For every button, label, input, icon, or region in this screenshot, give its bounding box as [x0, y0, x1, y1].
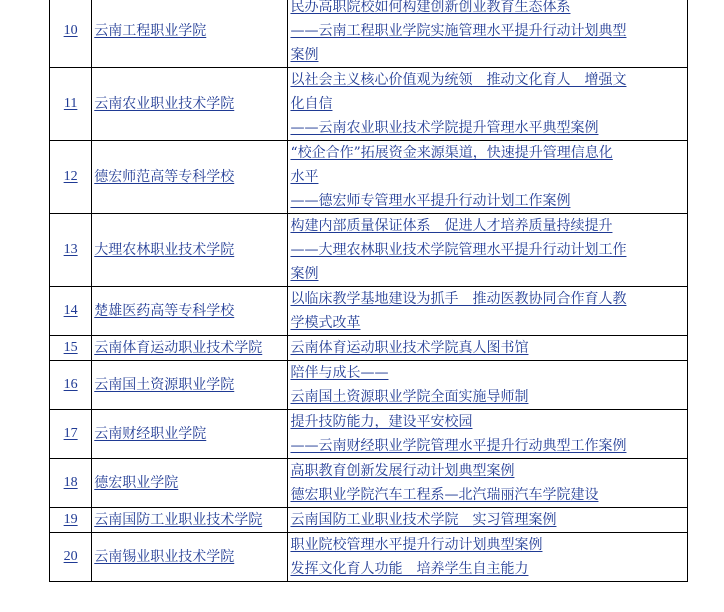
case-title-line-link[interactable]: “校企合作”拓展资金来源渠道，快速提升管理信息化	[290, 145, 613, 161]
school-name-link[interactable]: 云南锡业职业技术学院	[94, 549, 235, 565]
school-name-cell	[92, 410, 288, 459]
case-title-line-link[interactable]: 云南体育运动职业技术学院真人图书馆	[290, 340, 529, 356]
case-title-line-link[interactable]: ——云南财经职业学院管理水平提升行动典型工作案例	[290, 438, 627, 454]
row-number-link[interactable]: 11	[63, 96, 78, 111]
school-name-cell	[92, 459, 288, 508]
school-name-cell	[92, 336, 288, 361]
cases-table	[49, 0, 688, 582]
table-row	[50, 508, 688, 533]
school-name-link[interactable]: 云南国防工业职业技术学院	[94, 512, 263, 528]
school-name-cell	[92, 508, 288, 533]
row-number-link[interactable]: 13	[63, 242, 78, 257]
row-number-link[interactable]: 15	[63, 340, 78, 355]
row-number-cell	[50, 410, 92, 459]
row-number-cell	[50, 508, 92, 533]
table-row	[50, 68, 688, 141]
table-row	[50, 336, 688, 361]
row-number-cell	[50, 336, 92, 361]
school-name-link[interactable]: 楚雄医药高等专科学校	[94, 303, 235, 319]
case-title-line-link[interactable]: 以社会主义核心价值观为统领 推动文化育人 增强文	[290, 72, 627, 88]
school-name-link[interactable]: 云南农业职业技术学院	[94, 96, 235, 112]
row-number-link[interactable]: 18	[63, 475, 78, 490]
case-title-line-link[interactable]: ——大理农林职业技术学院管理水平提升行动计划工作	[290, 242, 627, 258]
row-number-cell	[50, 459, 92, 508]
case-title-cell	[288, 68, 688, 141]
school-name-link[interactable]: 德宏职业学院	[94, 475, 179, 491]
school-name-link[interactable]: 云南国土资源职业学院	[94, 377, 235, 393]
case-title-cell	[288, 214, 688, 287]
case-title-line-link[interactable]: 云南国土资源职业学院全面实施导师制	[290, 389, 529, 405]
case-title-cell	[288, 336, 688, 361]
school-name-link[interactable]: 云南工程职业学院	[94, 23, 207, 39]
row-number-link[interactable]: 14	[63, 303, 78, 318]
case-title-cell	[288, 533, 688, 582]
case-title-cell	[288, 459, 688, 508]
row-number-link[interactable]: 20	[63, 549, 78, 564]
row-number-link[interactable]: 17	[63, 426, 78, 441]
row-number-cell	[50, 533, 92, 582]
table-row	[50, 0, 688, 68]
case-title-line-link[interactable]: ——云南工程职业学院实施管理水平提升行动计划典型	[290, 23, 627, 39]
case-title-line-link[interactable]: ——云南农业职业技术学院提升管理水平典型案例	[290, 120, 599, 136]
case-title-line-link[interactable]: ——德宏师专管理水平提升行动计划工作案例	[290, 193, 571, 209]
school-name-link[interactable]: 大理农林职业技术学院	[94, 242, 235, 258]
row-number-cell	[50, 0, 92, 68]
table-row	[50, 410, 688, 459]
row-number-link[interactable]: 10	[63, 23, 78, 38]
case-title-line-link[interactable]: 以临床教学基地建设为抓手 推动医教协同合作育人教	[290, 291, 627, 307]
case-title-line-link[interactable]: 云南国防工业职业技术学院 实习管理案例	[290, 512, 557, 528]
case-title-cell	[288, 361, 688, 410]
case-title-line-link[interactable]: 职业院校管理水平提升行动计划典型案例	[290, 537, 543, 553]
case-title-line-link[interactable]: 案例	[290, 266, 319, 282]
case-title-cell	[288, 410, 688, 459]
row-number-cell	[50, 361, 92, 410]
case-title-line-link[interactable]: 高职教育创新发展行动计划典型案例	[290, 463, 515, 479]
case-title-line-link[interactable]: 德宏职业学院汽车工程系—北汽瑞丽汽车学院建设	[290, 487, 599, 503]
row-number-cell	[50, 214, 92, 287]
case-title-line-link[interactable]: 民办高职院校如何构建创新创业教育生态体系	[290, 0, 571, 15]
row-number-link[interactable]: 12	[63, 169, 78, 184]
case-title-cell	[288, 141, 688, 214]
cases-table-body	[50, 0, 688, 582]
table-row	[50, 141, 688, 214]
case-title-cell	[288, 0, 688, 68]
case-title-line-link[interactable]: 构建内部质量保证体系 促进人才培养质量持续提升	[290, 218, 613, 234]
case-title-line-link[interactable]: 案例	[290, 47, 319, 63]
table-row	[50, 459, 688, 508]
table-row	[50, 361, 688, 410]
row-number-link[interactable]: 16	[63, 377, 78, 392]
school-name-cell	[92, 141, 288, 214]
case-title-line-link[interactable]: 学模式改革	[290, 315, 361, 331]
case-title-cell	[288, 508, 688, 533]
case-title-line-link[interactable]: 化自信	[290, 96, 333, 112]
table-row	[50, 533, 688, 582]
school-name-cell	[92, 68, 288, 141]
case-title-line-link[interactable]: 发挥文化育人功能 培养学生自主能力	[290, 561, 529, 577]
row-number-link[interactable]: 19	[63, 512, 78, 527]
case-title-line-link[interactable]: 水平	[290, 169, 319, 185]
case-title-cell	[288, 287, 688, 336]
row-number-cell	[50, 68, 92, 141]
row-number-cell	[50, 141, 92, 214]
school-name-cell	[92, 214, 288, 287]
case-title-line-link[interactable]: 陪伴与成长——	[290, 365, 389, 381]
school-name-cell	[92, 0, 288, 68]
school-name-cell	[92, 361, 288, 410]
school-name-link[interactable]: 德宏师范高等专科学校	[94, 169, 235, 185]
school-name-cell	[92, 287, 288, 336]
school-name-link[interactable]: 云南体育运动职业技术学院	[94, 340, 263, 356]
table-row	[50, 214, 688, 287]
school-name-link[interactable]: 云南财经职业学院	[94, 426, 207, 442]
case-title-line-link[interactable]: 提升技防能力，建设平安校园	[290, 414, 473, 430]
row-number-cell	[50, 287, 92, 336]
table-row	[50, 287, 688, 336]
school-name-cell	[92, 533, 288, 582]
